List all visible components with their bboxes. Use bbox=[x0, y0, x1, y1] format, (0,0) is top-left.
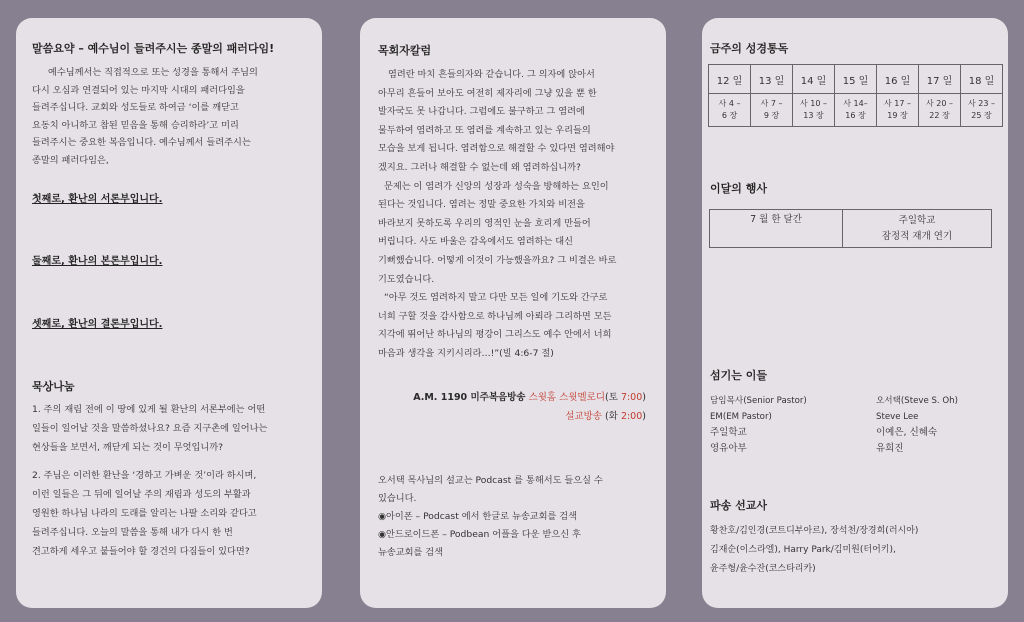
radio-station: A.M. 1190 미주복음방송 bbox=[413, 392, 526, 403]
radio-program-2: 설교방송 bbox=[565, 411, 602, 422]
chapter-cell bbox=[751, 94, 793, 127]
servant-name: 유희진 bbox=[876, 443, 904, 454]
servant-row bbox=[710, 441, 996, 457]
column-line: 너희 구할 것을 감사함으로 하나님께 아뢰라 그리하면 모든 bbox=[378, 310, 612, 322]
days-row bbox=[709, 65, 1003, 94]
radio-broadcast bbox=[360, 388, 646, 426]
podcast-line: 있습니다. bbox=[378, 493, 417, 504]
day-cell: 13 일 bbox=[751, 65, 793, 94]
column-line: 기뻐했습니다. 어떻게 이것이 가능했을까요? 그 비결은 바로 bbox=[378, 254, 617, 266]
chapter-cell bbox=[709, 94, 751, 127]
monthly-events-title: 이달의 행사 bbox=[710, 182, 767, 195]
chapter-cell bbox=[919, 94, 961, 127]
q2-line: 영원한 하나님 나라의 도래를 알리는 나팔 소리와 같다고 bbox=[32, 508, 257, 519]
intro-line: 들려주시는 중요한 복음입니다. 예수님께서 들려주시는 bbox=[32, 137, 251, 148]
question-2 bbox=[32, 466, 314, 561]
chapter-cell bbox=[835, 94, 877, 127]
intro-line: 들려주십니다. 교회와 성도들로 하여금 ‘이를 깨닫고 bbox=[32, 102, 239, 113]
missionaries-list bbox=[710, 522, 1000, 579]
sermon-intro bbox=[32, 64, 312, 169]
column-line: 지각에 뛰어난 하나님의 평강이 그리스도 예수 안에서 너희 bbox=[378, 329, 612, 341]
point-third: 셋째로, 환난의 결론부입니다. bbox=[32, 319, 163, 330]
chapter-book: 사 14– bbox=[843, 99, 868, 108]
pastor-column-title: 목회자칼럼 bbox=[378, 44, 432, 57]
missionary-line: 김재순(이스라엘), Harry Park/김미원(터어키), bbox=[710, 545, 896, 555]
sermon-summary-title: 말씀요약 – 예수님이 들려주시는 종말의 패러다임! bbox=[32, 42, 275, 55]
column-line: 아무리 흔들어 보아도 여전히 제자리에 그냥 있을 뿐 한 bbox=[378, 87, 597, 99]
meditation-title: 묵상나눔 bbox=[32, 380, 75, 393]
bible-reading-title: 금주의 성경통독 bbox=[710, 42, 789, 55]
chapter-cell bbox=[877, 94, 919, 127]
event-what bbox=[843, 210, 992, 248]
column-line: 기도였습니다. bbox=[378, 273, 435, 285]
column-line: 된다는 것입니다. 염려는 정말 중요한 가치와 비전을 bbox=[378, 199, 585, 211]
podcast-line: 오서택 목사님의 설교는 Podcast 를 통해서도 들으실 수 bbox=[378, 475, 603, 486]
event-what-line: 주일학교 bbox=[898, 214, 936, 226]
servant-row bbox=[710, 425, 996, 441]
q2-line: 견고하게 세우고 붙들어야 할 경건의 다짐들이 있다면? bbox=[32, 546, 250, 557]
q1-line: 현상들을 보면서, 깨닫게 되는 것이 무엇입니까? bbox=[32, 442, 224, 453]
pastor-column-panel bbox=[360, 18, 666, 608]
q1-line: 1. 주의 재림 전에 이 땅에 있게 될 환난의 서론부에는 어떤 bbox=[32, 404, 266, 415]
servants-list bbox=[710, 393, 996, 457]
column-line: 바라보지 못하도록 우리의 영적인 눈을 흐리게 만들어 bbox=[378, 217, 591, 229]
chapters-row bbox=[709, 94, 1003, 127]
chapter-cell bbox=[961, 94, 1003, 127]
chapter-book: 사 7 – bbox=[760, 99, 783, 108]
radio-close-1: ) bbox=[642, 392, 646, 403]
point-first: 첫째로, 환난의 서론부입니다. bbox=[32, 194, 163, 205]
intro-line: 종말의 패러다임은, bbox=[32, 154, 109, 166]
event-what-line: 잠정적 재개 연기 bbox=[881, 230, 953, 242]
servant-role: 주일학교 bbox=[710, 427, 747, 438]
servant-row bbox=[710, 409, 996, 425]
q2-line: 이런 일들은 그 뒤에 일어날 주의 재림과 성도의 부활과 bbox=[32, 489, 251, 500]
servant-role: EM(EM Pastor) bbox=[710, 412, 772, 422]
chapter-book: 사 17 – bbox=[884, 99, 911, 108]
podcast-info bbox=[378, 472, 650, 562]
missionaries-title: 파송 선교사 bbox=[710, 499, 767, 512]
chapter-range: 25 장 bbox=[971, 111, 992, 120]
q2-line: 들려주십니다. 오늘의 말씀을 통해 내가 다시 한 번 bbox=[32, 527, 233, 538]
servant-name: 이예은, 신혜숙 bbox=[876, 427, 938, 438]
chapter-range: 9 장 bbox=[763, 111, 780, 120]
day-cell: 14 일 bbox=[793, 65, 835, 94]
chapter-book: 사 23 – bbox=[968, 99, 995, 108]
intro-line: 예수님께서는 직접적으로 또는 성경을 통해서 주님의 bbox=[48, 67, 258, 78]
day-cell: 17 일 bbox=[919, 65, 961, 94]
servant-name: 오서택(Steve S. Oh) bbox=[876, 396, 958, 406]
radio-close-2: ) bbox=[642, 411, 646, 422]
event-row bbox=[710, 210, 992, 248]
chapter-book: 사 10 – bbox=[800, 99, 827, 108]
column-line: 모습을 보게 됩니다. 염려함으로 해결할 수 있다면 염려해야 bbox=[378, 143, 615, 155]
missionary-line: 윤주형/윤수잔(코스타리카) bbox=[710, 564, 816, 574]
bible-reading-table bbox=[708, 64, 1003, 127]
chapter-range: 13 장 bbox=[803, 111, 824, 120]
radio-line-2 bbox=[360, 407, 646, 426]
radio-day-1: (토 bbox=[605, 392, 618, 403]
intro-line: 요동치 아니하고 참된 믿음을 통해 승리하라’고 미리 bbox=[32, 119, 239, 131]
chapter-range: 19 장 bbox=[887, 111, 908, 120]
question-1 bbox=[32, 400, 314, 457]
column-line: 마음과 생각을 지키시리라…!”(빌 4:6-7 절) bbox=[378, 347, 554, 359]
pastor-column-body bbox=[378, 66, 650, 364]
servant-name: Steve Lee bbox=[876, 412, 919, 422]
podcast-line: ◉안드로이드폰 – Podbean 어플을 다운 받으신 후 bbox=[378, 529, 581, 540]
announcements-panel bbox=[702, 18, 1008, 608]
day-cell: 18 일 bbox=[961, 65, 1003, 94]
podcast-line: ◉아이폰 – Podcast 에서 한글로 뉴송교회를 검색 bbox=[378, 511, 577, 522]
servants-title: 섬기는 이들 bbox=[710, 369, 767, 382]
chapter-book: 사 4 – bbox=[718, 99, 741, 108]
column-line: 염려란 마치 흔들의자와 같습니다. 그 의자에 앉아서 bbox=[388, 69, 595, 80]
chapter-range: 22 장 bbox=[929, 111, 950, 120]
chapter-range: 6 장 bbox=[721, 111, 738, 120]
servant-row bbox=[710, 393, 996, 409]
intro-line: 다시 오심과 연결되어 있는 마지막 시대의 패러다임을 bbox=[32, 84, 245, 96]
column-line: 발자국도 못 나갑니다. 그럼에도 불구하고 그 염려에 bbox=[378, 106, 585, 118]
point-second: 둘째로, 환나의 본론부입니다. bbox=[32, 256, 163, 267]
event-when: 7 월 한 달간 bbox=[710, 210, 843, 248]
radio-line-1 bbox=[360, 388, 646, 407]
q2-line: 2. 주님은 이러한 환난을 ‘경하고 가벼운 것’이라 하시며, bbox=[32, 470, 257, 481]
column-line: 물두하여 염려하고 또 염려를 계속하고 있는 우리들의 bbox=[378, 124, 591, 136]
servant-role: 영유아부 bbox=[710, 443, 747, 454]
day-cell: 16 일 bbox=[877, 65, 919, 94]
radio-program-1: 스윗홈 스윗멜로디 bbox=[528, 392, 606, 403]
q1-line: 일들이 일어날 것을 말씀하셨나요? 요즘 지구촌에 일어나는 bbox=[32, 423, 268, 434]
day-cell: 12 일 bbox=[709, 65, 751, 94]
chapter-range: 16 장 bbox=[845, 111, 866, 120]
column-line: 겠지요. 그러나 해결할 수 없는데 왜 염려하십니까? bbox=[378, 161, 581, 173]
servant-role: 담임목사(Senior Pastor) bbox=[710, 396, 807, 406]
column-line: 버립니다. 사도 바울은 감옥에서도 염려하는 대신 bbox=[378, 236, 574, 248]
chapter-cell bbox=[793, 94, 835, 127]
day-cell: 15 일 bbox=[835, 65, 877, 94]
radio-day-2: (화 bbox=[605, 411, 618, 422]
podcast-line: 뉴송교회를 검색 bbox=[378, 547, 444, 558]
monthly-events-table bbox=[709, 209, 992, 248]
radio-time-1: 7:00 bbox=[620, 392, 643, 403]
radio-time-2: 2:00 bbox=[620, 411, 643, 422]
missionary-line: 황찬호/김인경(코트디부아르), 장석천/장경희(러시아) bbox=[710, 526, 919, 536]
column-line: “아무 것도 염려하지 말고 다만 모든 일에 기도와 간구로 bbox=[384, 292, 608, 304]
column-line: 문제는 이 염려가 신앙의 성장과 성숙을 방해하는 요인이 bbox=[384, 180, 609, 192]
chapter-book: 사 20 – bbox=[926, 99, 953, 108]
sermon-summary-panel bbox=[16, 18, 322, 608]
